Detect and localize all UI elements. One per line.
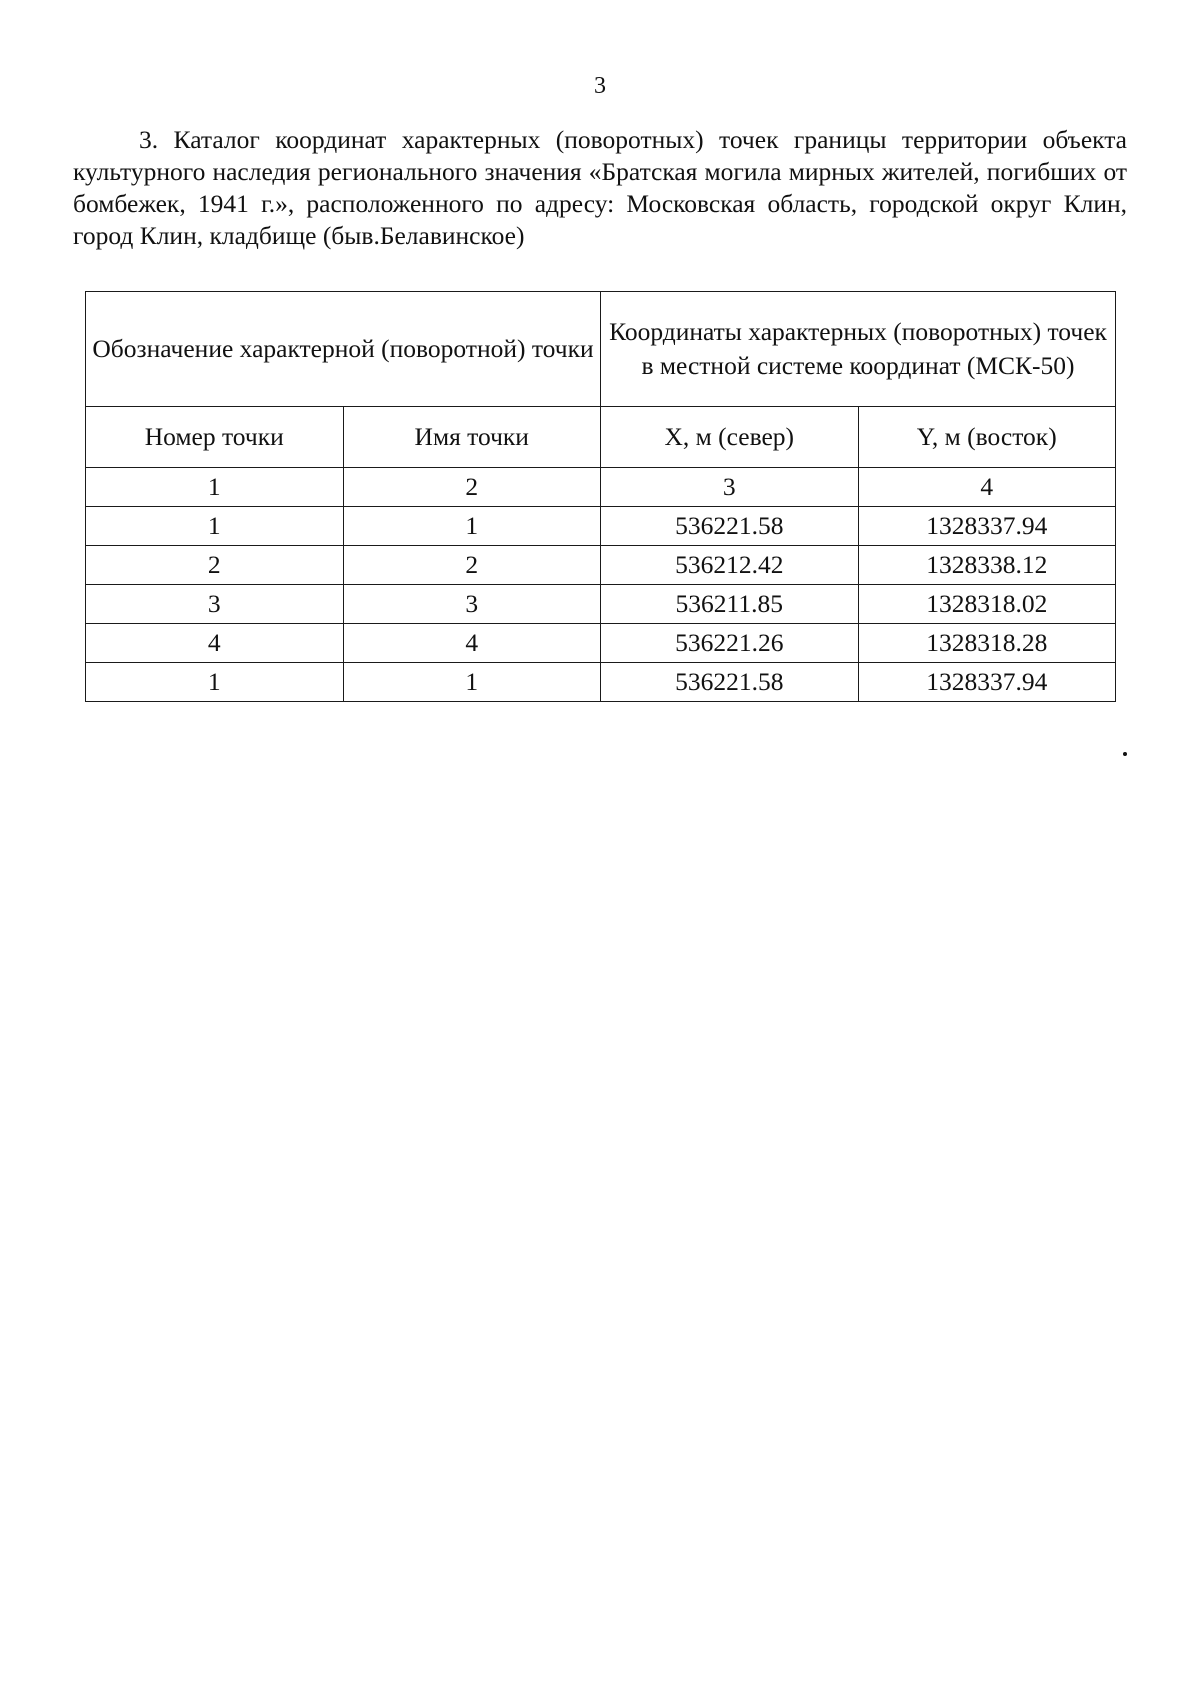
page-number: 3 [594,73,606,99]
table-row [86,624,1116,663]
cell-point-name: 1 [343,663,601,702]
table-header-row [86,292,1116,407]
column-number: 1 [86,468,344,507]
table-row [86,546,1116,585]
cell-point-name: 3 [343,585,601,624]
cell-x: 536221.26 [601,624,859,663]
cell-x: 536211.85 [601,585,859,624]
cell-point-name: 4 [343,624,601,663]
cell-y: 1328337.94 [858,663,1116,702]
cell-point-name: 2 [343,546,601,585]
column-number: 2 [343,468,601,507]
cell-y: 1328337.94 [858,507,1116,546]
column-number: 3 [601,468,859,507]
subheader-point-number: Номер точки [86,407,344,468]
subheader-point-name: Имя точки [343,407,601,468]
cell-point-name: 1 [343,507,601,546]
cell-x: 536221.58 [601,663,859,702]
cell-point-number: 3 [86,585,344,624]
subheader-y: Y, м (восток) [858,407,1116,468]
cell-y: 1328318.02 [858,585,1116,624]
cell-point-number: 1 [86,663,344,702]
header-point-designation: Обозначение характерной (поворотной) точки [86,292,601,407]
column-number: 4 [858,468,1116,507]
cell-y: 1328318.28 [858,624,1116,663]
header-coordinates: Координаты характерных (поворотных) точек в местной системе координат (МСК-50) [601,292,1116,407]
cell-x: 536221.58 [601,507,859,546]
catalog-description: 3. Каталог координат характерных (поворотных) точек границы территории объекта культурного наследия регионального значения «Братская могила мирных жителей, погибших от бомбежек, 1941 г.», расположенного по адресу: Московская область, городской округ Клин, город Клин, кладбище (быв.Белавинское) [73,125,1127,250]
table-row [86,507,1116,546]
cell-x: 536212.42 [601,546,859,585]
cell-point-number: 2 [86,546,344,585]
cell-point-number: 4 [86,624,344,663]
cell-y: 1328338.12 [858,546,1116,585]
stray-dot [1123,752,1127,756]
subheader-x: X, м (север) [601,407,859,468]
cell-point-number: 1 [86,507,344,546]
coordinates-table [85,291,1116,702]
table-subheader-row [86,407,1116,468]
column-numbers-row [86,468,1116,507]
table-row [86,663,1116,702]
table-row [86,585,1116,624]
